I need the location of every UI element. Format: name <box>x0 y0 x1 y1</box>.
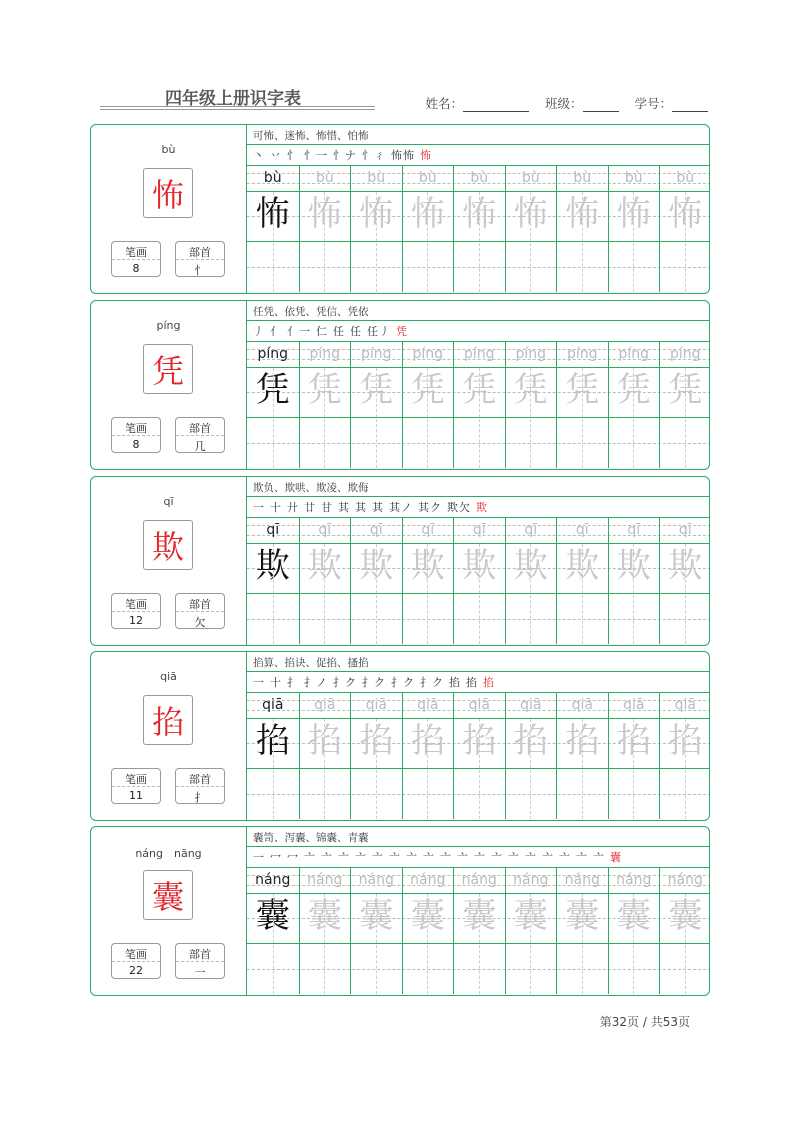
practice-pinyin: náng <box>410 872 446 888</box>
practice-char: 欺 <box>359 546 394 586</box>
practice-pinyin: píng <box>463 346 495 362</box>
stroke-step: 其 <box>338 501 350 514</box>
center-guide <box>530 894 531 994</box>
number-label: 学号： <box>634 96 672 111</box>
stroke-count-value: 8 <box>132 262 140 275</box>
practice-pinyin: bù <box>470 170 489 186</box>
char-pinyin: píng <box>156 319 181 332</box>
practice-char: 掐 <box>359 721 394 761</box>
practice-char: 掐 <box>668 721 703 761</box>
stroke-count-value: 8 <box>132 438 140 451</box>
practice-char: 欺 <box>513 546 548 586</box>
center-guide <box>376 544 377 644</box>
char-card <box>90 651 710 821</box>
stroke-step: 欺欠 <box>447 501 471 514</box>
center-guide <box>633 544 634 644</box>
practice-char: 欺 <box>307 546 342 586</box>
center-guide <box>273 192 274 292</box>
center-guide <box>376 894 377 994</box>
title-underline <box>100 109 375 110</box>
stroke-step: 亠 <box>355 851 367 864</box>
char-display: 凭 <box>143 344 193 394</box>
center-guide <box>324 544 325 644</box>
practice-char: 囊 <box>410 896 445 936</box>
radical-box <box>175 593 225 629</box>
practice-char: 怖 <box>410 194 445 234</box>
practice-pinyin: qī <box>575 522 589 538</box>
radical-value: 欠 <box>194 616 206 629</box>
practice-pinyin: bù <box>624 170 643 186</box>
char-info-panel <box>91 301 247 469</box>
stroke-order <box>253 849 627 865</box>
practice-pinyin: bù <box>521 170 540 186</box>
practice-pinyin: náng <box>307 872 343 888</box>
practice-pinyin: qiā <box>674 697 696 713</box>
center-guide <box>530 719 531 819</box>
center-guide <box>273 719 274 819</box>
stroke-step: 亠 <box>474 851 486 864</box>
practice-pinyin: qiā <box>623 697 645 713</box>
practice-char: 囊 <box>359 896 394 936</box>
stroke-step: 甘 <box>321 501 333 514</box>
practice-pinyin: qī <box>472 522 486 538</box>
stroke-step: 扌 <box>287 676 299 689</box>
practice-area <box>247 652 710 820</box>
char-card <box>90 124 710 294</box>
char-info-panel <box>91 652 247 820</box>
stroke-step: 扌ク <box>420 676 444 689</box>
stroke-step: 扌ク <box>362 676 386 689</box>
char-display: 欺 <box>143 520 193 570</box>
stroke-count-label: 笔画 <box>125 422 147 435</box>
stroke-step: 丶 <box>253 149 265 162</box>
stroke-order <box>253 674 500 690</box>
radical-box <box>175 943 225 979</box>
practice-char: 怖 <box>462 194 497 234</box>
center-guide <box>582 368 583 468</box>
stroke-step: 掐 <box>466 676 478 689</box>
title-underline <box>100 106 375 107</box>
char-card <box>90 476 710 646</box>
example-words: 欺负、欺哄、欺凌、欺侮 <box>253 482 369 494</box>
practice-char: 凭 <box>462 370 497 410</box>
radical-label: 部首 <box>189 948 211 961</box>
practice-char: 怖 <box>513 194 548 234</box>
radical-value: 几 <box>194 440 206 453</box>
char-card <box>90 826 710 996</box>
stroke-count-box <box>111 943 161 979</box>
stroke-step: 任 <box>350 325 362 338</box>
center-guide <box>376 719 377 819</box>
practice-char: 欺 <box>565 546 600 586</box>
stroke-count-label: 笔画 <box>125 948 147 961</box>
center-guide <box>582 192 583 292</box>
center-guide <box>582 719 583 819</box>
practice-char: 掐 <box>462 721 497 761</box>
stroke-step: 亻 <box>270 325 282 338</box>
stroke-step: 亠 <box>389 851 401 864</box>
name-label: 姓名： <box>425 96 463 111</box>
stroke-step: 任 <box>333 325 345 338</box>
page-number: 第32页 / 共53页 <box>599 1015 690 1029</box>
practice-char: 欺 <box>410 546 445 586</box>
center-guide <box>376 368 377 468</box>
stroke-count-box <box>111 768 161 804</box>
practice-pinyin: píng <box>566 346 598 362</box>
practice-pinyin: qiā <box>520 697 542 713</box>
stroke-step: 一 <box>253 501 265 514</box>
center-guide <box>530 544 531 644</box>
stroke-step: 一 <box>253 676 265 689</box>
practice-pinyin: píng <box>257 346 289 362</box>
practice-char: 凭 <box>359 370 394 410</box>
radical-label: 部首 <box>189 773 211 786</box>
center-guide <box>582 894 583 994</box>
practice-pinyin: náng <box>358 872 394 888</box>
center-guide <box>427 368 428 468</box>
stroke-step: 掐 <box>449 676 461 689</box>
stroke-order <box>253 499 493 515</box>
radical-label: 部首 <box>189 598 211 611</box>
practice-char: 怖 <box>255 194 290 234</box>
center-guide <box>376 192 377 292</box>
stroke-step: 囊 <box>610 851 622 864</box>
practice-pinyin: píng <box>412 346 444 362</box>
center-guide <box>273 544 274 644</box>
practice-char: 怖 <box>359 194 394 234</box>
practice-pinyin: qiā <box>571 697 593 713</box>
char-pinyin: qī <box>163 495 174 508</box>
practice-char: 掐 <box>513 721 548 761</box>
practice-area <box>247 301 710 469</box>
practice-char: 囊 <box>668 896 703 936</box>
practice-char: 怖 <box>616 194 651 234</box>
practice-char: 囊 <box>513 896 548 936</box>
stroke-step: 亠 <box>576 851 588 864</box>
char-display: 囊 <box>143 870 193 920</box>
practice-char: 凭 <box>307 370 342 410</box>
center-guide <box>633 368 634 468</box>
practice-char: 掐 <box>307 721 342 761</box>
stroke-step: 丷 <box>270 149 282 162</box>
stroke-step: 亠 <box>304 851 316 864</box>
stroke-step: 廿 <box>304 501 316 514</box>
practice-pinyin: píng <box>618 346 650 362</box>
stroke-step: 仁 <box>316 325 328 338</box>
stroke-step: 忄一 <box>304 149 328 162</box>
stroke-step: 其ノ <box>389 501 413 514</box>
center-guide <box>633 192 634 292</box>
stroke-step: 冖 <box>287 851 299 864</box>
practice-char: 掐 <box>410 721 445 761</box>
practice-pinyin: qiā <box>417 697 439 713</box>
stroke-order <box>253 147 437 163</box>
practice-pinyin: náng <box>255 872 291 888</box>
center-guide <box>685 894 686 994</box>
center-guide <box>324 192 325 292</box>
stroke-step: 亠 <box>372 851 384 864</box>
practice-pinyin: qiā <box>365 697 387 713</box>
radical-label: 部首 <box>189 246 211 259</box>
practice-char: 凭 <box>668 370 703 410</box>
practice-pinyin: náng <box>461 872 497 888</box>
practice-char: 掐 <box>255 721 290 761</box>
center-guide <box>324 368 325 468</box>
stroke-step: 亠 <box>491 851 503 864</box>
center-guide <box>479 894 480 994</box>
stroke-step: 亠 <box>406 851 418 864</box>
radical-value: 一 <box>194 966 206 979</box>
char-info-panel <box>91 477 247 645</box>
practice-pinyin: náng <box>564 872 600 888</box>
number-blank[interactable] <box>672 99 708 112</box>
stroke-step: 亠 <box>457 851 469 864</box>
stroke-step: 扌ノ <box>304 676 328 689</box>
char-pinyin: náng nāng <box>135 847 202 860</box>
practice-pinyin: bù <box>315 170 334 186</box>
practice-char: 欺 <box>668 546 703 586</box>
center-guide <box>427 192 428 292</box>
stroke-step: 亻一 <box>287 325 311 338</box>
practice-area <box>247 477 710 645</box>
stroke-step: 冖 <box>270 851 282 864</box>
practice-pinyin: bù <box>573 170 592 186</box>
practice-pinyin: qī <box>627 522 641 538</box>
center-guide <box>479 192 480 292</box>
char-card <box>90 300 710 470</box>
radical-box <box>175 417 225 453</box>
center-guide <box>582 544 583 644</box>
center-guide <box>685 368 686 468</box>
practice-char: 欺 <box>616 546 651 586</box>
center-guide <box>633 894 634 994</box>
stroke-step: 任丿 <box>367 325 391 338</box>
center-guide <box>530 192 531 292</box>
practice-char: 囊 <box>255 896 290 936</box>
practice-pinyin: náng <box>513 872 549 888</box>
practice-char: 凭 <box>410 370 445 410</box>
student-info <box>425 94 708 112</box>
stroke-count-box <box>111 593 161 629</box>
char-display: 怖 <box>143 168 193 218</box>
stroke-step: 扌ク <box>391 676 415 689</box>
center-guide <box>479 719 480 819</box>
radical-value: 扌 <box>194 791 206 804</box>
stroke-step: 其 <box>372 501 384 514</box>
stroke-step: 怖怖 <box>391 149 415 162</box>
stroke-step: 忄ㄔ <box>362 149 386 162</box>
radical-box <box>175 241 225 277</box>
stroke-step: 欺 <box>476 501 488 514</box>
center-guide <box>685 192 686 292</box>
stroke-step: 扌ク <box>333 676 357 689</box>
class-blank[interactable] <box>583 99 619 112</box>
practice-char: 掐 <box>616 721 651 761</box>
stroke-count-value: 22 <box>129 964 143 977</box>
stroke-step: 掐 <box>483 676 495 689</box>
practice-pinyin: bù <box>367 170 386 186</box>
center-guide <box>479 368 480 468</box>
stroke-count-box <box>111 241 161 277</box>
stroke-step: 十 <box>270 501 282 514</box>
practice-pinyin: bù <box>676 170 695 186</box>
stroke-order <box>253 323 413 339</box>
stroke-step: 亠 <box>338 851 350 864</box>
practice-char: 怖 <box>565 194 600 234</box>
center-guide <box>427 544 428 644</box>
radical-box <box>175 768 225 804</box>
class-label: 班级： <box>544 96 583 111</box>
name-blank[interactable] <box>463 99 529 112</box>
stroke-step: 亠 <box>542 851 554 864</box>
stroke-step: 其ク <box>418 501 442 514</box>
stroke-step: 亠 <box>321 851 333 864</box>
practice-pinyin: náng <box>616 872 652 888</box>
practice-char: 凭 <box>513 370 548 410</box>
practice-pinyin: qī <box>369 522 383 538</box>
practice-pinyin: náng <box>667 872 703 888</box>
char-pinyin: qiā <box>160 670 177 683</box>
practice-char: 凭 <box>616 370 651 410</box>
center-guide <box>427 719 428 819</box>
stroke-step: 凭 <box>396 325 408 338</box>
stroke-count-label: 笔画 <box>125 773 147 786</box>
practice-pinyin: qī <box>524 522 538 538</box>
center-guide <box>324 894 325 994</box>
stroke-step: 亠 <box>525 851 537 864</box>
practice-char: 囊 <box>462 896 497 936</box>
stroke-step: 其 <box>355 501 367 514</box>
char-info-panel <box>91 827 247 995</box>
stroke-count-label: 笔画 <box>125 246 147 259</box>
center-guide <box>273 368 274 468</box>
practice-char: 欺 <box>255 546 290 586</box>
stroke-step: 忄ナ <box>333 149 357 162</box>
practice-pinyin: qiā <box>314 697 336 713</box>
center-guide <box>324 719 325 819</box>
practice-char: 囊 <box>565 896 600 936</box>
stroke-step: 亠 <box>593 851 605 864</box>
example-words: 可怖、迷怖、怖惜、怕怖 <box>253 130 369 142</box>
practice-pinyin: píng <box>515 346 547 362</box>
stroke-step: 亠 <box>440 851 452 864</box>
radical-value: 忄 <box>194 264 206 277</box>
stroke-step: 亠 <box>508 851 520 864</box>
practice-pinyin: qiā <box>468 697 490 713</box>
practice-char: 怖 <box>668 194 703 234</box>
center-guide <box>427 894 428 994</box>
center-guide <box>479 544 480 644</box>
practice-pinyin: qī <box>421 522 435 538</box>
stroke-count-label: 笔画 <box>125 598 147 611</box>
stroke-step: 廾 <box>287 501 299 514</box>
practice-char: 怖 <box>307 194 342 234</box>
practice-char: 掐 <box>565 721 600 761</box>
practice-char: 囊 <box>307 896 342 936</box>
stroke-step: 十 <box>270 676 282 689</box>
practice-pinyin: píng <box>669 346 701 362</box>
worksheet-title: 四年级上册识字表 <box>165 89 301 109</box>
stroke-step: 忄 <box>287 149 299 162</box>
practice-pinyin: píng <box>360 346 392 362</box>
stroke-count-value: 12 <box>129 614 143 627</box>
stroke-step: 亠 <box>423 851 435 864</box>
char-info-panel <box>91 125 247 293</box>
practice-pinyin: píng <box>309 346 341 362</box>
practice-char: 欺 <box>462 546 497 586</box>
stroke-step: 怖 <box>420 149 432 162</box>
example-words: 任凭、依凭、凭信、凭依 <box>253 306 369 318</box>
practice-char: 凭 <box>255 370 290 410</box>
stroke-step: 一 <box>253 851 265 864</box>
practice-area <box>247 827 710 995</box>
char-pinyin: bù <box>161 143 176 156</box>
radical-label: 部首 <box>189 422 211 435</box>
stroke-step: 亠 <box>559 851 571 864</box>
char-display: 掐 <box>143 695 193 745</box>
center-guide <box>530 368 531 468</box>
practice-char: 凭 <box>565 370 600 410</box>
stroke-count-box <box>111 417 161 453</box>
center-guide <box>685 719 686 819</box>
practice-pinyin: bù <box>418 170 437 186</box>
example-words: 掐算、掐诀、促掐、搔掐 <box>253 657 369 669</box>
practice-pinyin: bù <box>263 170 282 186</box>
center-guide <box>685 544 686 644</box>
practice-char: 囊 <box>616 896 651 936</box>
practice-area <box>247 125 710 293</box>
stroke-count-value: 11 <box>129 789 143 802</box>
example-words: 囊笥、泻囊、锦囊、青囊 <box>253 832 369 844</box>
practice-pinyin: qī <box>266 522 280 538</box>
practice-pinyin: qī <box>678 522 692 538</box>
center-guide <box>633 719 634 819</box>
stroke-step: 丿 <box>253 325 265 338</box>
practice-pinyin: qī <box>318 522 332 538</box>
practice-pinyin: qiā <box>262 697 284 713</box>
center-guide <box>273 894 274 994</box>
